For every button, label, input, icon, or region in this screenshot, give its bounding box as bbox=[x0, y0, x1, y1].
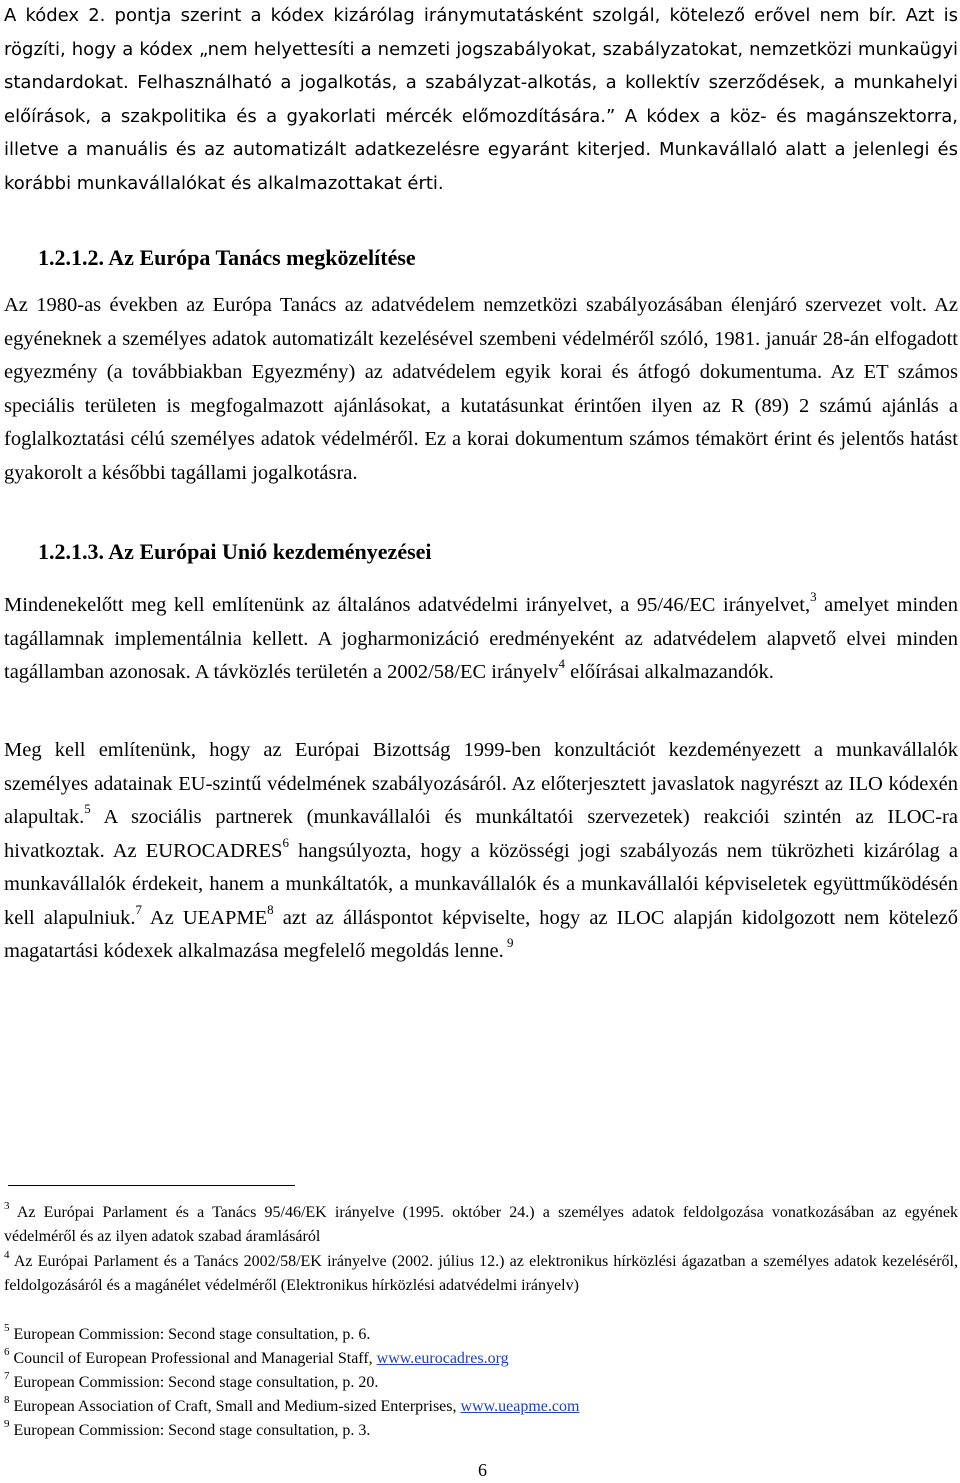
footnote-ref-4[interactable]: 4 bbox=[558, 656, 565, 672]
footnote-ref-8[interactable]: 8 bbox=[267, 901, 274, 917]
heading-council-of-europe: 1.2.1.2. Az Európa Tanács megközelítése bbox=[38, 245, 416, 270]
paragraph-ilo-code: A kódex 2. pontja szerint a kódex kizárólag iránymutatásként szolgál, kötelező erővel nem bír. Azt is rögzíti, hogy a kódex „nem helyettesíti a nemzeti jogszabályokat, szabályzatokat, nemzetközi munkaügyi standardokat. Felhasználható a jogalkotás, a szabályzat-alkotás, a kollektív szerződések, a munkahelyi előírások, a szakpolitika és a gyakorlati mércék előmozdítására.” A kódex a köz- és magánszektorra, illetve a manuális és az automatizált adatkezelésre egyaránt kiterjed. Munkavállaló alatt a jelenlegi és korábbi munkavállalókat és alkalmazottakat érti. bbox=[4, 5, 958, 194]
footnote-ref-3[interactable]: 3 bbox=[810, 589, 817, 605]
footnote-5: $^5$ European Commission: Second stage consultation, p. 6. bbox=[4, 1321, 371, 1343]
paragraph-council-of-europe: Az 1980-as években az Európa Tanács az adatvédelem nemzetközi szabályozásában élenjáró szervezet volt. Az egyéneknek a személyes adatok automatizált kezelésével szembeni védelméről szóló, 1981. január 28-án elfogadott egyezmény (a továbbiakban Egyezmény) az adatvédelem egyik korai és átfogó dokumentuma. Az ET számos speciális területen is megfogalmazott ajánlásokat, a kutatásunkat érintően ilyen az R (89) 2 számú ajánlás a foglalkoztatási célú személyes adatok védelméről. Ez a korai dokumentum számos témakört érint és jelentős hatást gyakorolt a későbbi tagállami jogalkotásra. bbox=[4, 294, 958, 484]
heading-european-union: 1.2.1.3. Az Európai Unió kezdeményezései bbox=[38, 539, 432, 564]
footnote-divider bbox=[8, 1185, 295, 1186]
paragraph-eu-consultation: Meg kell említenünk, hogy az Európai Bizottság 1999-ben konzultációt kezdeményezett a munkavállalók személyes adatainak EU-szintű védelmének szabályozásáról. Az előterjesztett javaslatok nagyrészt az ILO kódexén alapultak.$^5$ A szociális partnerek (munkavállalói és munkáltatói szervezetek) reakciói szintén az ILOC-ra hivatkoztak. Az EUROCADRES$^6$ hangsúlyozta, hogy a közösségi jogi szabályozás nem tükrözheti kizárólag a munkavállalók érdekeit, hanem a munkáltatók, a munkavállalók és a munkavállalói képviseletek együttműködésén kell alapulniuk.$^7$ Az UEAPME$^8$ azt az álláspontot képviselte, hogy az ILOC alapján kidolgozott nem kötelező magatartási kódexek alkalmazása megfelelő megoldás lenne. $^9$ bbox=[4, 739, 958, 962]
footnote-6: $^6$ Council of European Professional and Managerial Staff, www.eurocadres.org bbox=[4, 1345, 509, 1367]
footnote-7: $^7$ European Commission: Second stage consultation, p. 20. bbox=[4, 1369, 379, 1391]
footnote-ref-7[interactable]: 7 bbox=[135, 901, 142, 917]
page-number: 6 bbox=[478, 1460, 487, 1480]
footnote-8: $^8$ European Association of Craft, Small and Medium-sized Enterprises, www.ueapme.com bbox=[4, 1393, 580, 1415]
footnote-ref-5[interactable]: 5 bbox=[84, 801, 91, 817]
footnote-ref-6[interactable]: 6 bbox=[282, 834, 289, 850]
footnote-9: $^9$ European Commission: Second stage consultation, p. 3. bbox=[4, 1417, 371, 1439]
footnote-3: $^3$ Az Európai Parlament és a Tanács 95/46/EK irányelve (1995. október 24.) a személyes adatok feldolgozása vonatkozásában az egyének védelméről és az ilyen adatok szabad áramlásáról bbox=[4, 1199, 958, 1245]
paragraph-eu-directive: Mindenekelőtt meg kell említenünk az általános adatvédelmi irányelvet, a 95/46/EC irányelvet,$^3$ amelyet minden tagállamnak implementálnia kellett. A jogharmonizáció eredményeként az adatvédelem alapvető elvei minden tagállamban azonosak. A távközlés területén a 2002/58/EC irányelv$^4$ előírásai alkalmazandók. bbox=[4, 589, 959, 683]
eurocadres-link[interactable]: www.eurocadres.org bbox=[376, 1350, 509, 1367]
footnote-4: $^4$ Az Európai Parlament és a Tanács 2002/58/EK irányelve (2002. július 12.) az elektronikus hírközlési ágazatban a személyes adatok kezeléséről, feldolgozásáról és a magánélet védelméről (Elektronikus hírközlési adatvédelmi irányelv) bbox=[4, 1248, 958, 1294]
ueapme-link[interactable]: www.ueapme.com bbox=[460, 1398, 580, 1415]
footnote-ref-9[interactable]: 9 bbox=[503, 935, 514, 951]
